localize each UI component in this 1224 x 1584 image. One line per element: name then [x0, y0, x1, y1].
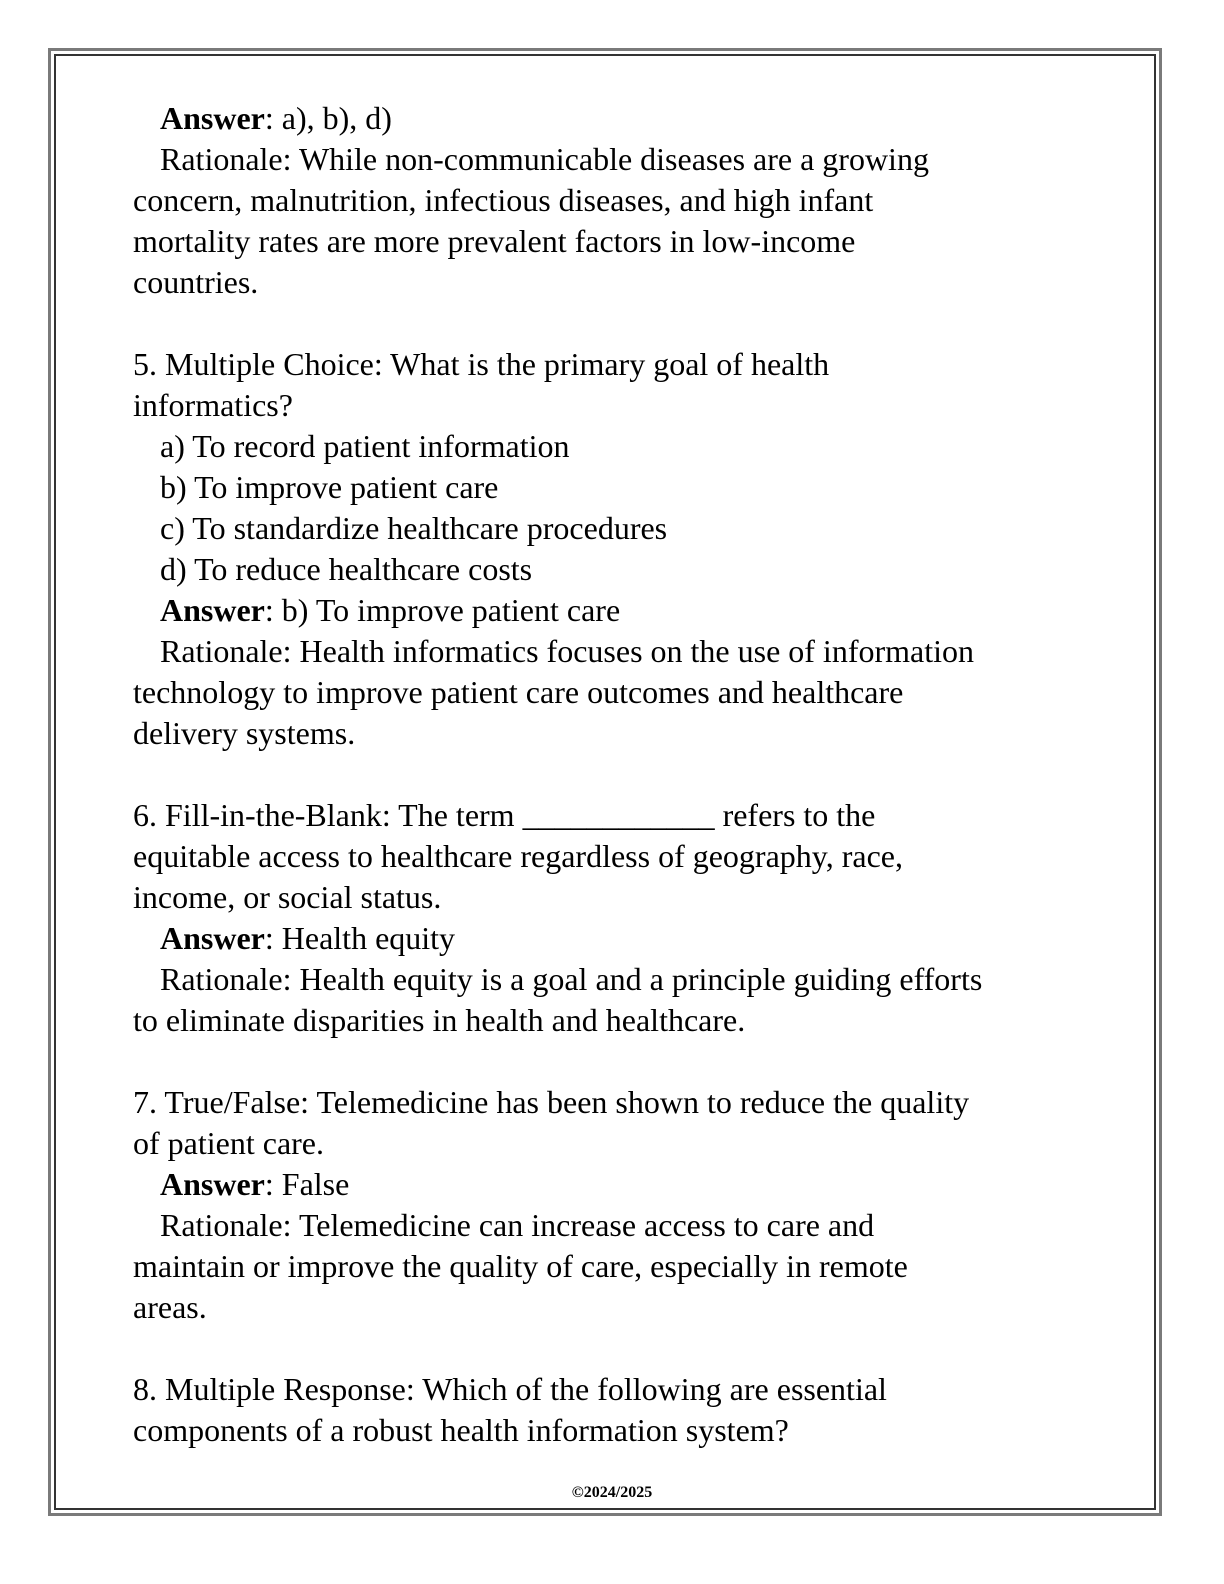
q5-rationale-line: Rationale: Health informatics focuses on the use of information [160, 633, 974, 669]
document-body [133, 98, 1093, 1451]
q5-question-line: 5. Multiple Choice: What is the primary goal of health [133, 346, 830, 382]
q8-question-line: components of a robust health information system? [133, 1412, 789, 1448]
answer-label: Answer [160, 100, 265, 136]
spacer [133, 303, 1093, 344]
q8-question-line: 8. Multiple Response: Which of the following are essential [133, 1371, 887, 1407]
q4-rationale-line: mortality rates are more prevalent factors in low-income [133, 223, 856, 259]
q6-question-line: income, or social status. [133, 879, 442, 915]
q7-question-line: of patient care. [133, 1125, 324, 1161]
q7-question-line: 7. True/False: Telemedicine has been shown to reduce the quality [133, 1084, 970, 1120]
answer-label: Answer [160, 920, 265, 956]
answer-label: Answer [160, 1166, 265, 1202]
spacer [133, 1041, 1093, 1082]
q5-option: c) To standardize healthcare procedures [160, 510, 668, 546]
q7-rationale-line: areas. [133, 1289, 207, 1325]
q5-rationale-line: technology to improve patient care outcomes and healthcare [133, 674, 904, 710]
q5-question-line: informatics? [133, 387, 293, 423]
q7-rationale-line: Rationale: Telemedicine can increase access to care and [160, 1207, 875, 1243]
q7-rationale-line: maintain or improve the quality of care, especially in remote [133, 1248, 908, 1284]
q6-rationale-line: Rationale: Health equity is a goal and a principle guiding efforts [160, 961, 983, 997]
q6-rationale-line: to eliminate disparities in health and healthcare. [133, 1002, 746, 1038]
q7-answer [133, 1164, 1093, 1205]
answer-value: : b) To improve patient care [264, 592, 621, 628]
q4-rationale-line: Rationale: While non-communicable diseases are a growing [160, 141, 929, 177]
q4-answer [133, 98, 1093, 139]
answer-value: : False [264, 1166, 350, 1202]
q6-answer [133, 918, 1093, 959]
answer-label: Answer [160, 592, 265, 628]
page-footer-copyright: ©2024/2025 [571, 1484, 653, 1501]
spacer [133, 754, 1093, 795]
q6-question-line: equitable access to healthcare regardless of geography, race, [133, 838, 903, 874]
q5-rationale-line: delivery systems. [133, 715, 356, 751]
q5-option: b) To improve patient care [160, 469, 499, 505]
answer-value: : Health equity [264, 920, 456, 956]
q4-rationale-line: countries. [133, 264, 259, 300]
spacer [133, 1328, 1093, 1369]
q4-rationale-line: concern, malnutrition, infectious diseases, and high infant [133, 182, 874, 218]
q5-option: d) To reduce healthcare costs [160, 551, 533, 587]
q5-option: a) To record patient information [160, 428, 570, 464]
q6-question-line: 6. Fill-in-the-Blank: The term ____________ refers to the [133, 797, 876, 833]
q5-answer [133, 590, 1093, 631]
answer-value: : a), b), d) [264, 100, 392, 136]
